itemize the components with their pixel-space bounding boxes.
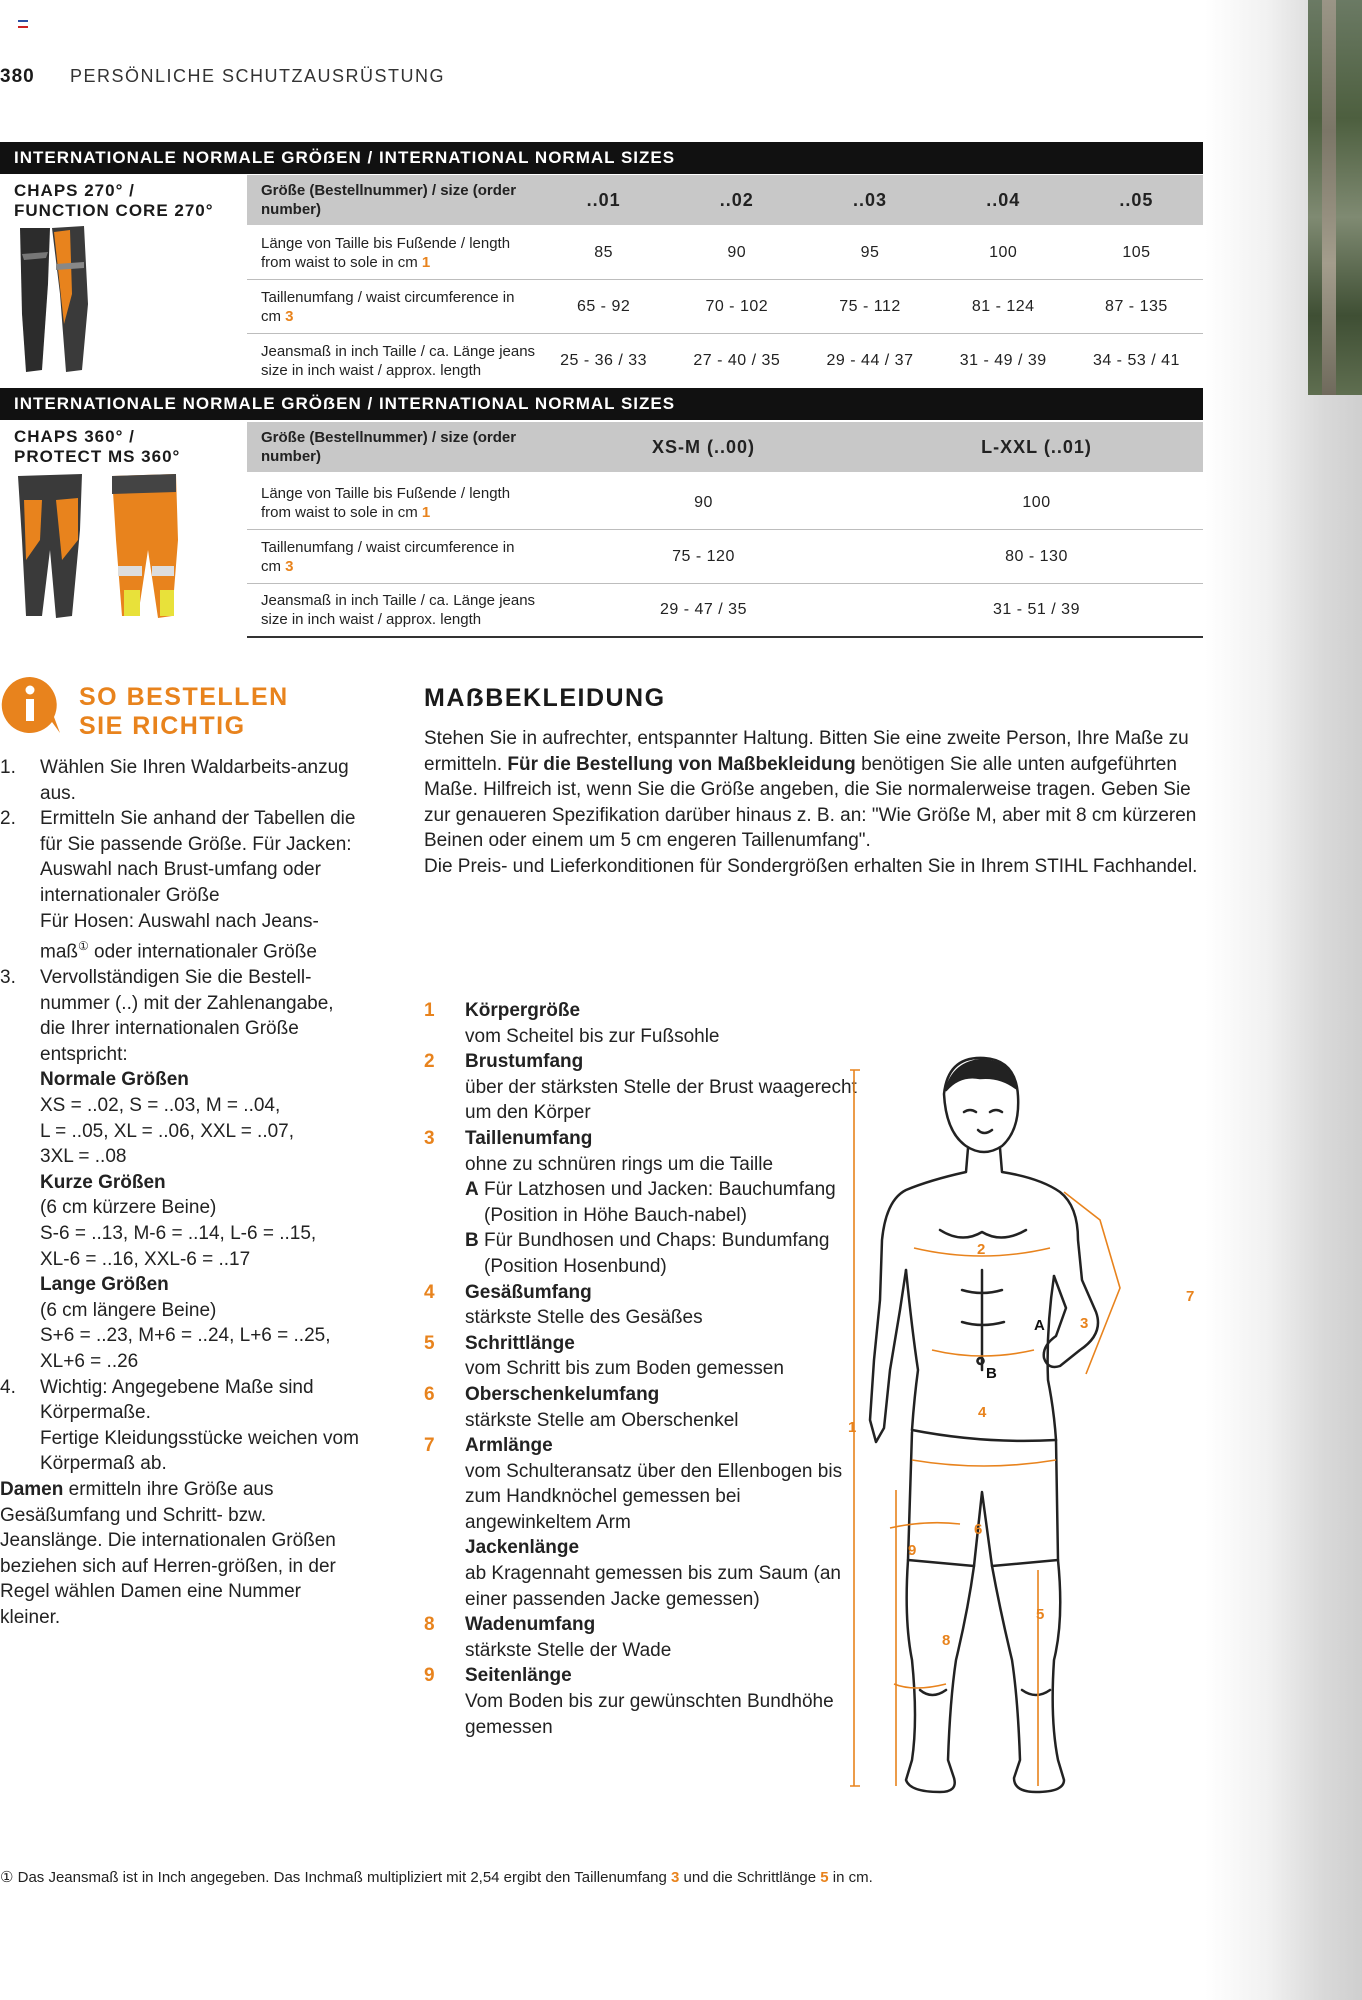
chaps-360-image (12, 470, 182, 620)
order-steps (0, 755, 360, 1631)
list-item: 1. Wählen Sie Ihren Waldarbeits-anzug aus. (0, 757, 349, 804)
list-item: 7 Armlänge vom Schulteransatz über den Ellenbogen bis zum Handknöchel gemessen bei angewinkeltem Arm Jackenlänge ab Kragennaht gemessen bis zum Saum (an einer passenden Jacke gemessen) (424, 1435, 843, 1610)
flag-icon (18, 20, 28, 28)
figure-label-2: 2 (977, 1241, 986, 1258)
table-cell: 100 (989, 243, 1018, 261)
row-label: Jeansmaß in inch Taille / ca. Länge jeans size in inch waist / approx. length (261, 342, 536, 379)
table-cell: 29 - 44 / 37 (826, 351, 914, 369)
custom-clothing-intro: Stehen Sie in aufrechter, entspannter Haltung. Bitten Sie eine zweite Person, Ihre Maße zu ermitteln. Für die Bestellung von Maßbekleidung benötigen Sie alle unten aufgeführten Maße. Hilfreich ist, wenn Sie die Größe angeben, die Sie normalerweise tragen. Geben Sie zur genaueren Spezifikation darüber hinaus z. B. an: "Wie Größe M, aber mit 8 cm kürzeren Beinen oder einem um 5 cm engeren Taillenumfang". Die Preis- und Lieferkonditionen für Sondergrößen erhalten Sie in Ihrem STIHL Fachhandel. (424, 728, 1198, 877)
table-cell: 31 - 51 / 39 (993, 601, 1080, 618)
page-number: 380 (0, 66, 35, 87)
table-cell: 29 - 47 / 35 (660, 601, 747, 618)
order-guide-title: SO BESTELLEN SIE RICHTIG (79, 683, 289, 740)
table-row (247, 476, 1203, 530)
body-measurement-figure (850, 1040, 1195, 1800)
row-label: Größe (Bestellnummer) / size (order number) (261, 429, 517, 465)
figure-label-7: 7 (1186, 1288, 1195, 1305)
list-item: 2. Ermitteln Sie anhand der Tabellen die für Sie passende Größe. Für Jacken: Auswahl nach Brust-umfang oder internationaler Größe Für Hosen: Auswahl nach Jeans-maß① oder internationaler Größe (0, 808, 356, 963)
page-title: PERSÖNLICHE SCHUTZAUSRÜSTUNG (70, 66, 446, 86)
table-row (247, 226, 1203, 280)
list-item: 3 Taillenumfang ohne zu schnüren rings um die Taille A Für Latzhosen und Jacken: Bauchumfang (Position in Höhe Bauch-nabel) B Für Bundhosen und Chaps: Bundumfang (Position Hosenbund) (424, 1127, 836, 1277)
product-name: CHAPS 360° / PROTECT MS 360° (14, 427, 181, 466)
table-cell: ..04 (986, 189, 1021, 210)
custom-clothing-title: MAẞBEKLEIDUNG (424, 684, 666, 712)
list-item: 5 Schrittlänge vom Schritt bis zum Boden gemessen (424, 1332, 784, 1380)
figure-label-4: 4 (978, 1404, 987, 1421)
table-cell: 85 (594, 243, 613, 261)
measurement-list (424, 998, 864, 1740)
table-cell: 34 - 53 / 41 (1092, 351, 1180, 369)
figure-label-5: 5 (1036, 1606, 1045, 1623)
next-page-photo (1308, 0, 1362, 395)
row-label: Taillenumfang / waist circumference in cm 3 (261, 288, 515, 325)
figure-label-3: 3 (1080, 1315, 1089, 1332)
table-cell: ..01 (586, 189, 621, 210)
table-cell: 75 - 120 (672, 547, 735, 565)
list-item: 8 Wadenumfang stärkste Stelle der Wade (424, 1614, 672, 1661)
table-cell: 87 - 135 (1105, 297, 1168, 315)
table-row (247, 334, 1203, 387)
row-label: Größe (Bestellnummer) / size (order number) (261, 182, 517, 218)
table-cell: 80 - 130 (1005, 547, 1068, 565)
table-cell: 27 - 40 / 35 (693, 351, 781, 369)
row-label: Länge von Taille bis Fußende / length from waist to sole in cm 1 (261, 484, 511, 521)
figure-label-1: 1 (848, 1419, 857, 1436)
footnote: ① Das Jeansmaß ist in Inch angegeben. Das Inchmaß multipliziert mit 2,54 ergibt den Taillenumfang 3 und die Schrittlänge 5 in cm. (0, 1869, 873, 1886)
size-table-chaps-270 (0, 142, 1203, 174)
row-label: Taillenumfang / waist circumference in cm 3 (261, 538, 515, 575)
chaps-270-image (12, 224, 92, 374)
figure-label-a: A (1034, 1317, 1045, 1334)
size-table-chaps-360 (0, 388, 1203, 420)
table-cell: 70 - 102 (705, 297, 769, 315)
table-title: INTERNATIONALE NORMALE GRÖẞEN / INTERNATIONAL NORMAL SIZES (0, 388, 1203, 420)
list-item: 2 Brustumfang über der stärksten Stelle der Brust waagerecht um den Körper (424, 1051, 857, 1124)
table-cell: 95 (860, 243, 880, 261)
table-cell: 25 - 36 / 33 (560, 351, 648, 369)
figure-label-b: B (986, 1365, 997, 1382)
women-note: Damen ermitteln ihre Größe aus Gesäßumfang und Schritt- bzw. Jeanslänge. Die internationalen Größen beziehen sich auf Herren-größen, in der Regel wählen Damen eine Nummer kleiner. (0, 1478, 336, 1628)
table-cell: 100 (1022, 493, 1051, 511)
list-item: 6 Oberschenkelumfang stärkste Stelle am Oberschenkel (424, 1383, 739, 1431)
table-row (247, 175, 1203, 225)
table-row (247, 422, 1203, 472)
table-cell: 105 (1122, 243, 1151, 261)
table-cell: 65 - 92 (576, 297, 631, 315)
figure-label-9: 9 (908, 1542, 917, 1559)
table-cell: ..05 (1119, 189, 1154, 210)
table-cell: 31 - 49 / 39 (959, 351, 1047, 369)
row-label: Länge von Taille bis Fußende / length from waist to sole in cm 1 (261, 234, 511, 271)
product-name: CHAPS 270° / FUNCTION CORE 270° (14, 181, 214, 220)
table-cell: 90 (727, 243, 747, 261)
list-item: 3. Vervollständigen Sie die Bestell-nummer (..) mit der Zahlenangabe, die Ihrer internationalen Größe entspricht: Normale Größen XS = ..02, S = ..03, M = ..04, L = ..05, XL = ..06, XXL = ..07, 3XL = ..08 Kurze Größen (6 cm kürzere Beine) S-6 = ..13, M-6 = ..14, L-6 = ..15, XL-6 = ..16, XXL-6 = ..17 Lange Größen (6 cm längere Beine) S+6 = ..23, M+6 = ..24, L+6 = ..25, XL+6 = ..26 (0, 967, 334, 1372)
table-cell: ..02 (719, 189, 754, 210)
table-cell: 81 - 124 (971, 297, 1035, 315)
info-icon (0, 675, 60, 735)
list-item: 9 Seitenlänge Vom Boden bis zur gewünschten Bundhöhe gemessen (424, 1665, 834, 1738)
table-cell: 75 - 112 (839, 297, 901, 315)
table-title: INTERNATIONALE NORMALE GRÖẞEN / INTERNATIONAL NORMAL SIZES (0, 142, 1203, 174)
table-cell: ..03 (852, 189, 888, 210)
list-item: 4 Gesäßumfang stärkste Stelle des Gesäßes (424, 1281, 703, 1329)
table-row (247, 584, 1203, 638)
table-cell: L-XXL (..01) (981, 436, 1092, 457)
list-item: 1 Körpergröße vom Scheitel bis zur Fußsohle (424, 1000, 720, 1047)
row-label: Jeansmaß in inch Taille / ca. Länge jeans size in inch waist / approx. length (261, 592, 536, 628)
list-item: 4. Wichtig: Angegebene Maße sind Körpermaße. Fertige Kleidungsstücke weichen vom Körpermaß ab. (0, 1376, 359, 1475)
table-row (247, 530, 1203, 584)
figure-label-8: 8 (942, 1632, 951, 1649)
figure-label-6: 6 (974, 1521, 983, 1538)
table-cell: 90 (694, 493, 713, 511)
table-cell: XS-M (..00) (651, 436, 755, 457)
table-row (247, 280, 1203, 334)
